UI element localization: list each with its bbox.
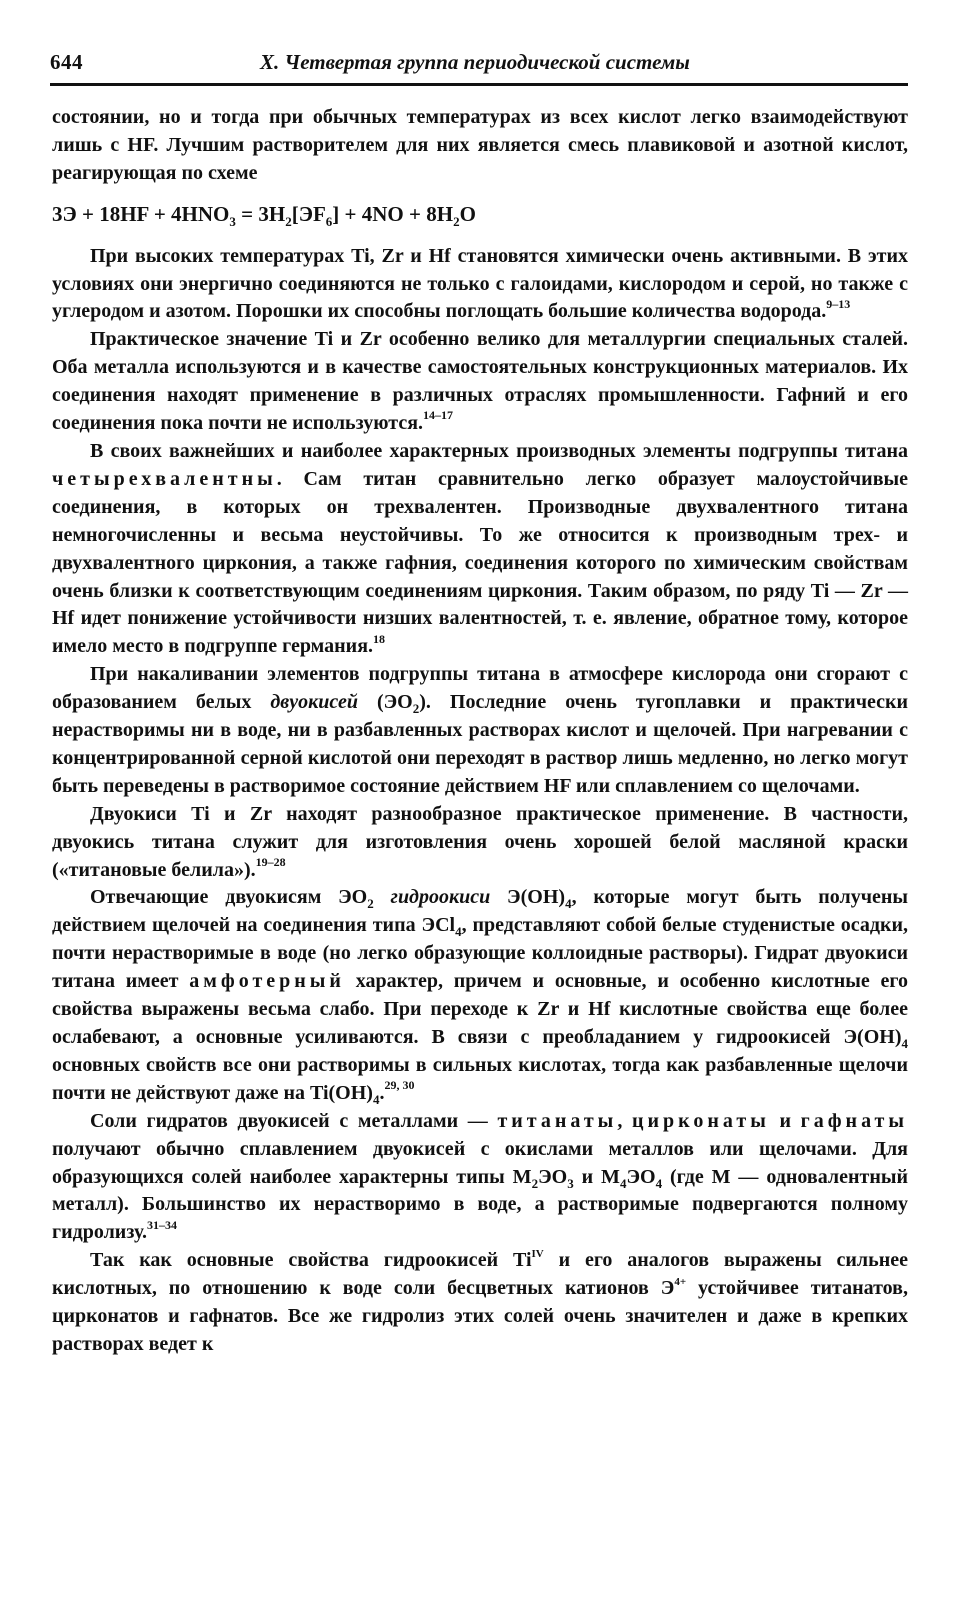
reference-mark: 19–28 <box>255 854 286 869</box>
header-rule <box>50 83 908 86</box>
paragraph-dioxide-use: Двуокиси Ti и Zr находят разнообразное практическое применение. В частности, двуокись титана служит для изготовления очень хорошей белой масляной краски («титановые белила»).$^{19-28}$ <box>52 802 908 881</box>
paragraph-dioxides: При накаливании элементов подгруппы титана в атмосфере кислорода они сгорают с образованием белых двуокисей $(ЭO_2)$. Последние очень тугоплавки и практически нерастворимы ни в воде, ни в разбавленных растворах кислот и щелочей. При нагревании с концентрированной серной кислотой они переходят в раствор лишь медленно, но легко могут быть переведены в растворимое состояние действием HF или сплавлением со щелочами. <box>52 663 909 797</box>
spaced-emphasis: четырехвалентны <box>52 467 277 490</box>
reference-mark: 14–17 <box>423 408 454 423</box>
spaced-emphasis: цирконаты <box>631 1109 770 1132</box>
italic-term: гидроокиси <box>373 886 491 909</box>
body-text <box>52 104 908 1359</box>
chemical-equation: $3Э + 18HF + 4HNO_3 = 3H_2[ЭF_6] + 4NO + 8H_2O$ <box>52 201 476 229</box>
paragraph-valence: В своих важнейших и наиболее характерных производных элементы подгруппы титана четырехвалентны. Сам титан сравнительно легко образует малоустойчивые соединения, в которых он трехвалентен. Производные двухвалентного титана немногочисленны и весьма неустойчивы. То же относится к производным трех- и двухвалентного циркония, а также гафния, соединения которого по химическим свойствам очень близки к соответствующим соединениям циркония. Таким образом, по ряду Ti — Zr — Hf идет понижение устойчивости низших валентностей, т. е. явление, обратное тому, которое имело место в подгруппе германия.$^{18}$ <box>52 439 908 658</box>
spaced-emphasis: титанаты <box>497 1109 618 1132</box>
running-title: Х. Четвертая группа периодической системы <box>260 50 690 74</box>
paragraph-high-temperature: При высоких температурах Ti, Zr и Hf становятся химически очень активными. В этих условиях они энергично соединяются не только с галоидами, кислородом и серой, но также с углеродом и азотом. Порошки их способны поглощать большие количества водорода.$^{9-13}$ <box>52 244 908 323</box>
reference-mark: 31–34 <box>146 1217 177 1232</box>
reference-mark: 18 <box>373 631 386 646</box>
page-header <box>50 46 908 80</box>
paragraph-hydroxides: Отвечающие двуокисям $ЭO_2$ гидроокиси $Э(OH)_4$, которые могут быть получены действием щелочей на соединения типа ЭCl$_4$, представляют собой белые студенистые осадки, почти нерастворимые в воде (но легко образующие коллоидные растворы). Гидрат двуокиси титана имеет амфотерный характер, причем и основные, и особенно кислотные его свойства выражены весьма слабо. При переходе к Zr и Hf кислотные свойства еще более ослабевают, а основные усиливаются. В связи с преобладанием у гидроокисей $Э(OH)_4$ основных свойств все они растворимы в сильных кислотах, тогда как разбавленные щелочи почти не действуют даже на $Ti(OH)_4.^{29, 30}$ <box>52 886 909 1107</box>
spaced-emphasis: гафнаты <box>800 1109 908 1132</box>
paragraph-practical-value: Практическое значение Ti и Zr особенно велико для металлургии специальных сталей. Оба металла используются и в качестве самостоятельных конструкционных материалов. Их соединения находят применение в различных отраслях промышленности. Гафний и его соединения пока почти не используются.$^{14-17}$ <box>52 328 908 435</box>
reference-mark: 9–13 <box>826 296 851 311</box>
reference-mark: 29, 30 <box>384 1078 415 1093</box>
paragraph-hydrolysis: Так как основные свойства гидроокисей $Ti^{IV}$ и его аналогов выражены сильнее кислотных, по отношению к воде соли бесцветных катионов $Э^{4+}$ устойчивее титанатов, цирконатов и гафнатов. Все же гидролиз этих солей очень значителен и даже в крепких растворах ведет к <box>52 1247 909 1355</box>
spaced-emphasis: амфотерный <box>189 970 345 993</box>
italic-term: двуокисей <box>270 691 358 714</box>
page-number: 644 <box>50 50 83 74</box>
paragraph-continuation: состоянии, но и тогда при обычных температурах из всех кислот легко взаимодействуют лишь с HF. Лучшим растворителем для них является смесь плавиковой и азотной кислот, реагирующая по схеме <box>52 106 908 184</box>
paragraph-salts: Соли гидратов двуокисей с металлами — титанаты, цирконаты и гафнаты получают обычно сплавлением двуокисей с окислами металлов или щелочами. Для образующихся солей наиболее характерны типы $M_2ЭO_3$ и $M_4ЭO_4$ (где M — одновалентный металл). Большинство их нерастворимо в воде, а растворимые подвергаются полному гидролизу.$^{31-34}$ <box>52 1109 908 1244</box>
